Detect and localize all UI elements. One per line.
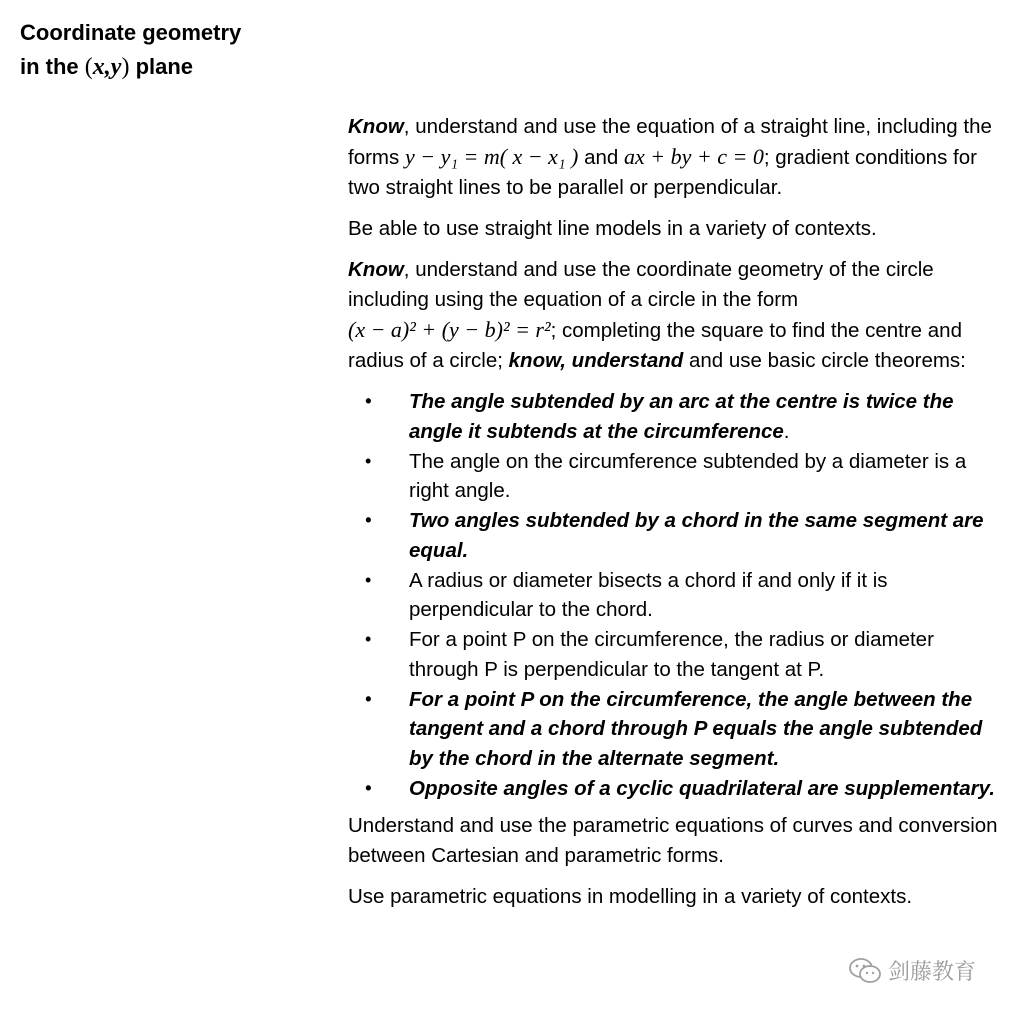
theorem-item [348,774,1008,804]
content-column [348,112,1008,923]
paragraph-circle: Know, understand and use the coordinate geometry of the circle including using the equation of a circle in the form (x − a)² + (y − b)² = r²; completing the square to find the centre and radius of a circle; know, understand and use basic circle theorems: [348,258,966,372]
bullet-marker: • [365,569,372,590]
theorem-item [348,506,1008,565]
theorem-item [348,566,1008,625]
paragraph-parametric-modelling: Use parametric equations in modelling in a variety of contexts. [348,885,913,908]
bullet-marker: • [365,510,372,530]
theorem-text: Two angles subtended by a chord in the same segment are equal. [409,509,984,562]
paragraph-line-models: Be able to use straight line models in a variety of contexts. [348,217,877,240]
bullet-marker: • [365,391,372,411]
equation-general-line: ax + by + c = 0 [624,144,764,169]
theorem-text: The angle on the circumference subtended by a diameter is a right angle. [409,449,967,502]
watermark-text: 剑藤教育 [888,959,977,984]
equation-point-gradient: y − y₁ = m( x − x₁ ) [404,144,579,169]
section-heading [20,16,320,84]
theorem-text: The angle subtended by an arc at the centre is twice the angle it subtends at the circumference [409,390,954,443]
theorem-trail: . [783,419,790,443]
theorem-item [348,387,1008,446]
theorem-item [348,625,1008,684]
theorem-item [348,447,1008,506]
bullet-marker: • [365,688,372,709]
heading-math: x,y [92,54,122,80]
heading-line-1: Coordinate geometry [20,20,242,45]
circle-theorems-list [348,387,1008,803]
paragraph-parametric: Understand and use the parametric equations of curves and conversion between Cartesian and parametric forms. [348,814,998,867]
theorem-text: For a point P on the circumference, the angle between the tangent and a chord through P equals the angle subtended by the chord in the alternate segment. [409,687,983,770]
paragraph-straight-line: Know, understand and use the equation of a straight line, including the forms y − y₁ = m( x − x₁ ) and ax + by + c = 0; gradient conditions for two straight lines to be parallel or perpendicular. [348,115,992,199]
equation-circle: (x − a)² + (y − b)² = r² [348,317,551,342]
watermark [848,955,976,986]
theorem-text: Opposite angles of a cyclic quadrilateral are supplementary. [409,776,995,800]
bullet-marker: • [365,777,372,798]
bullet-marker: • [365,450,372,471]
theorem-text: For a point P on the circumference, the radius or diameter through P is perpendicular to the tangent at P. [409,628,934,681]
theorem-item [348,685,1008,774]
heading-line-2: in the (x,y) plane [20,54,194,80]
bullet-marker: • [365,629,372,649]
wechat-icon [848,957,882,985]
theorem-text: A radius or diameter bisects a chord if and only if it is perpendicular to the chord. [409,568,888,621]
